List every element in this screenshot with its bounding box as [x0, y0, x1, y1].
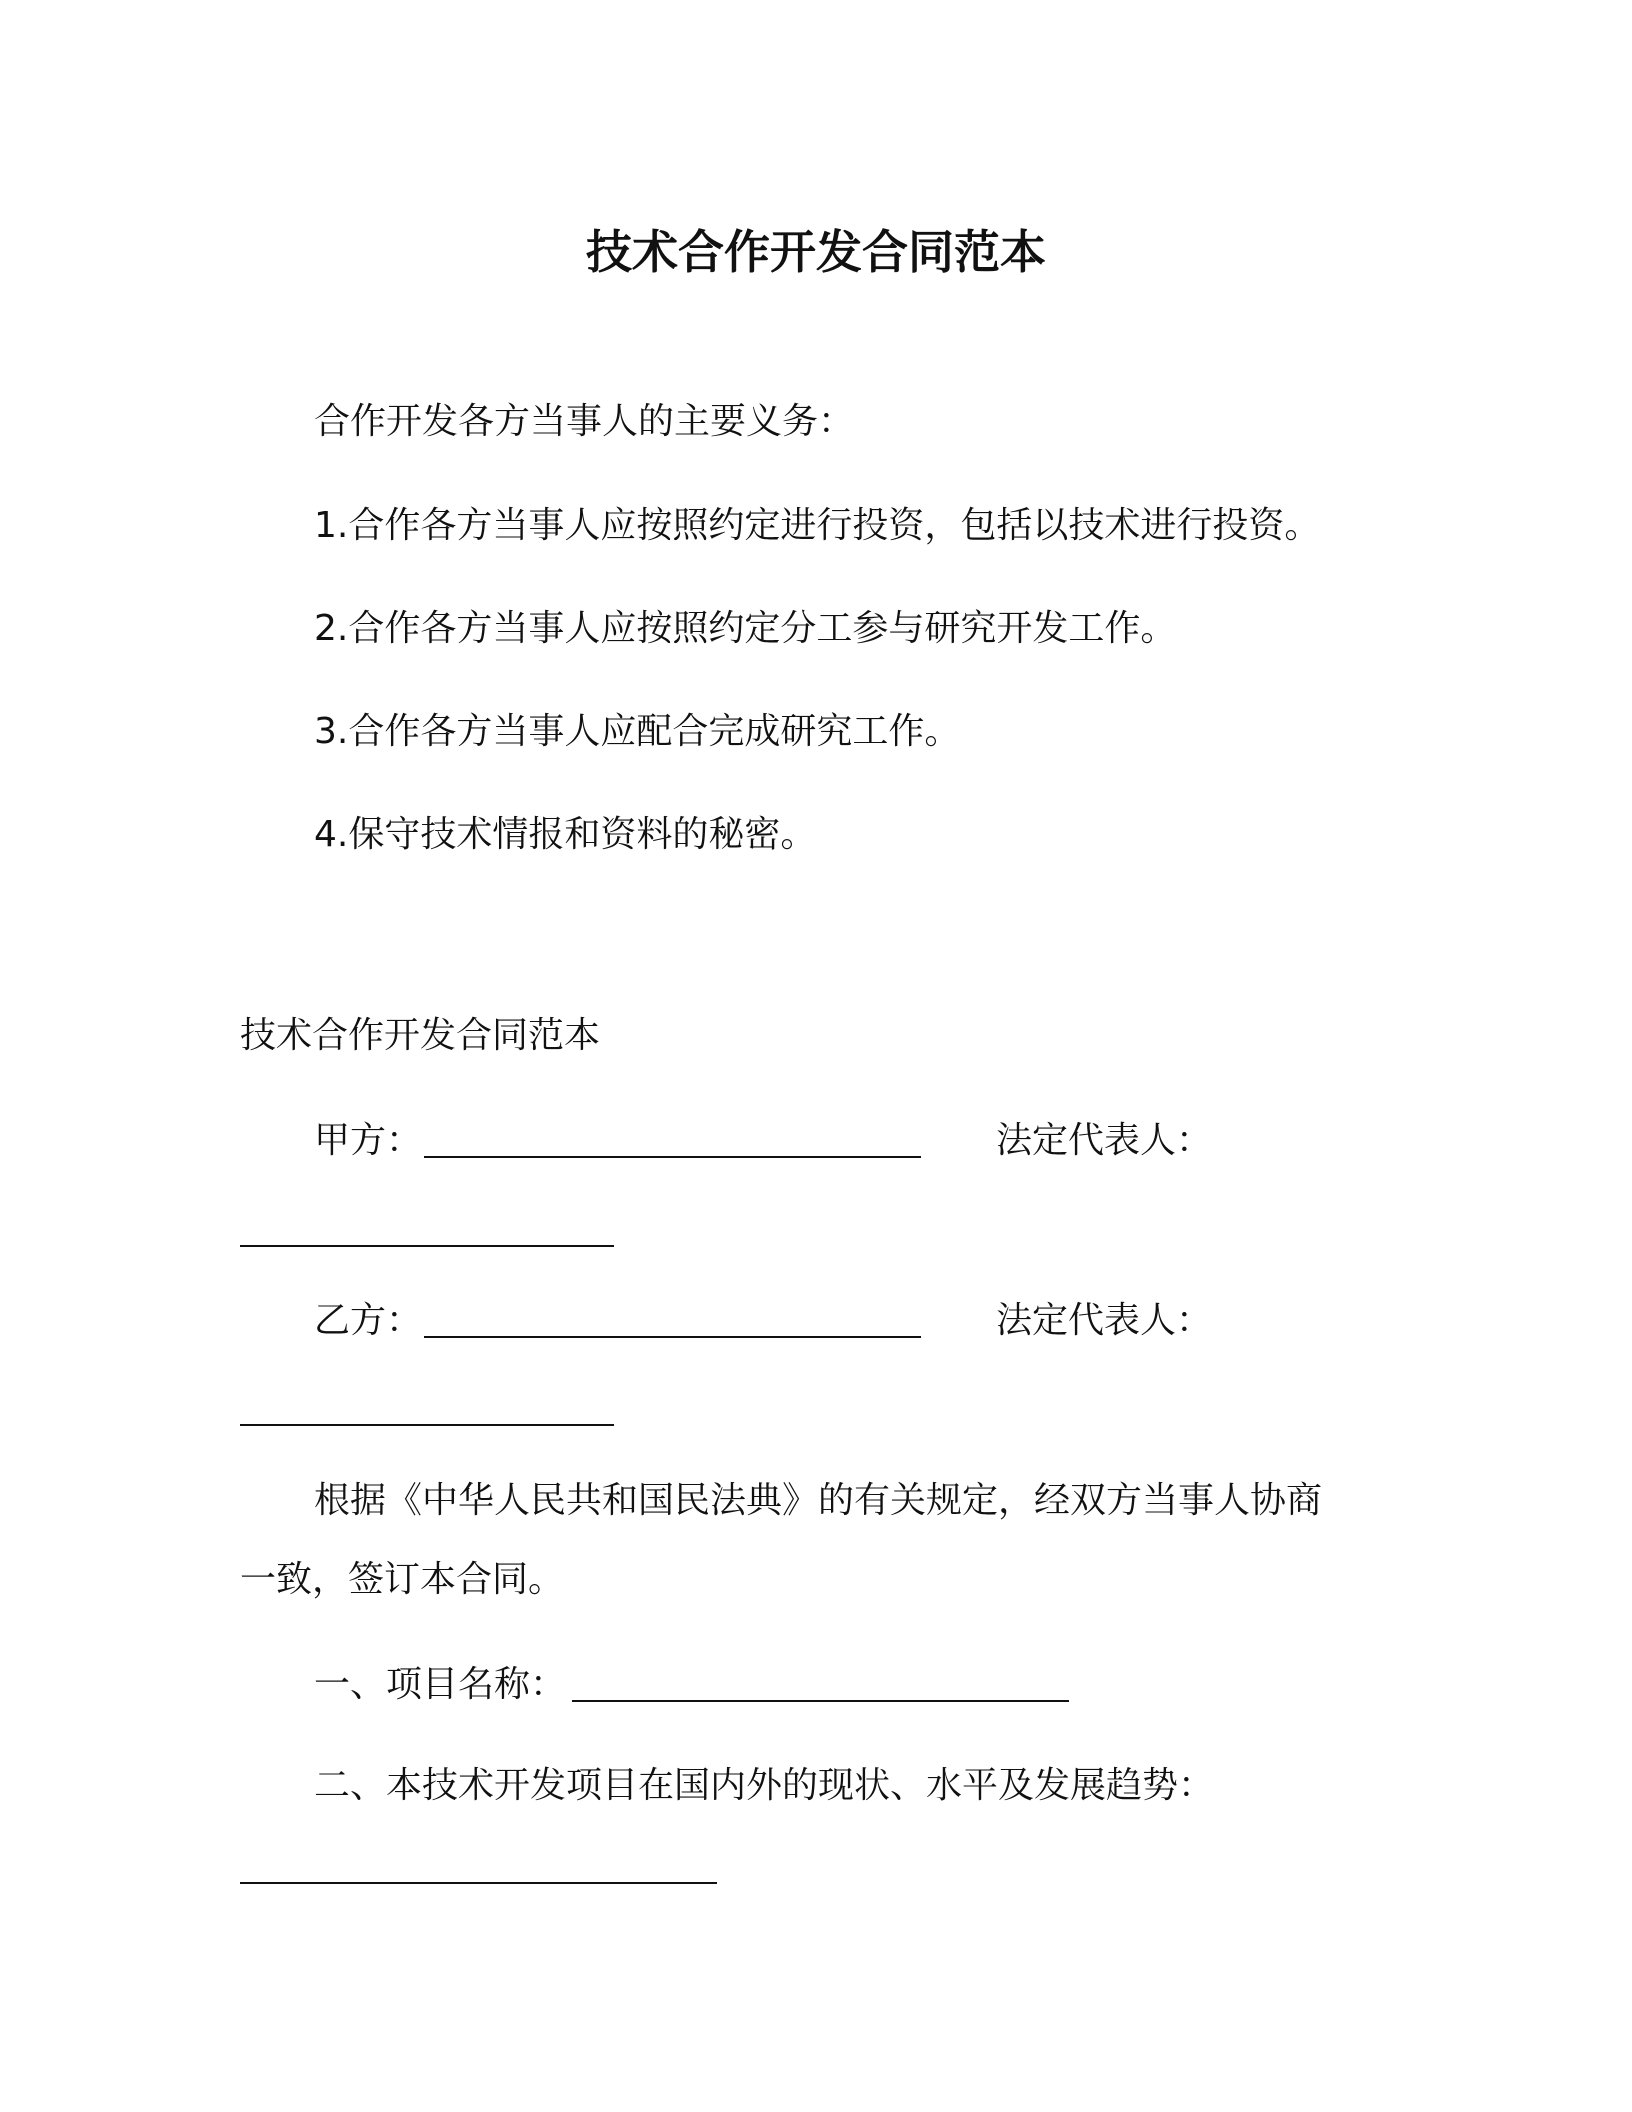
party-b-rep-blank[interactable]: [240, 1424, 614, 1426]
party-b-label: 乙方：: [314, 1300, 423, 1341]
obligation-item-3: 3.合作各方当事人应配合完成研究工作。: [314, 711, 961, 752]
clause-2-label: 二、本技术开发项目在国内外的现状、水平及发展趋势：: [314, 1765, 1215, 1806]
section-title: 技术合作开发合同范本: [240, 1015, 601, 1056]
party-a-name-blank[interactable]: [424, 1156, 921, 1158]
party-b-rep-label: 法定代表人：: [996, 1300, 1213, 1341]
obligation-item-2: 2.合作各方当事人应按照约定分工参与研究开发工作。: [314, 608, 1177, 649]
clause-2-blank[interactable]: [240, 1882, 717, 1884]
party-a-rep-label: 法定代表人：: [996, 1120, 1213, 1161]
party-b-name-blank[interactable]: [424, 1336, 921, 1338]
project-name-blank[interactable]: [572, 1700, 1069, 1702]
clause-1-label: 一、项目名称：: [314, 1664, 567, 1705]
party-a-label: 甲方：: [314, 1120, 423, 1161]
preamble-line-2: 一致，签订本合同。: [240, 1559, 565, 1600]
obligation-item-4: 4.保守技术情报和资料的秘密。: [314, 814, 817, 855]
obligations-heading: 合作开发各方当事人的主要义务：: [314, 401, 855, 442]
party-a-rep-blank[interactable]: [240, 1245, 614, 1247]
preamble-line-1: 根据《中华人民共和国民法典》的有关规定，经双方当事人协商: [314, 1480, 1323, 1521]
document-title: 技术合作开发合同范本: [586, 225, 1046, 279]
obligation-item-1: 1.合作各方当事人应按照约定进行投资，包括以技术进行投资。: [314, 505, 1321, 546]
